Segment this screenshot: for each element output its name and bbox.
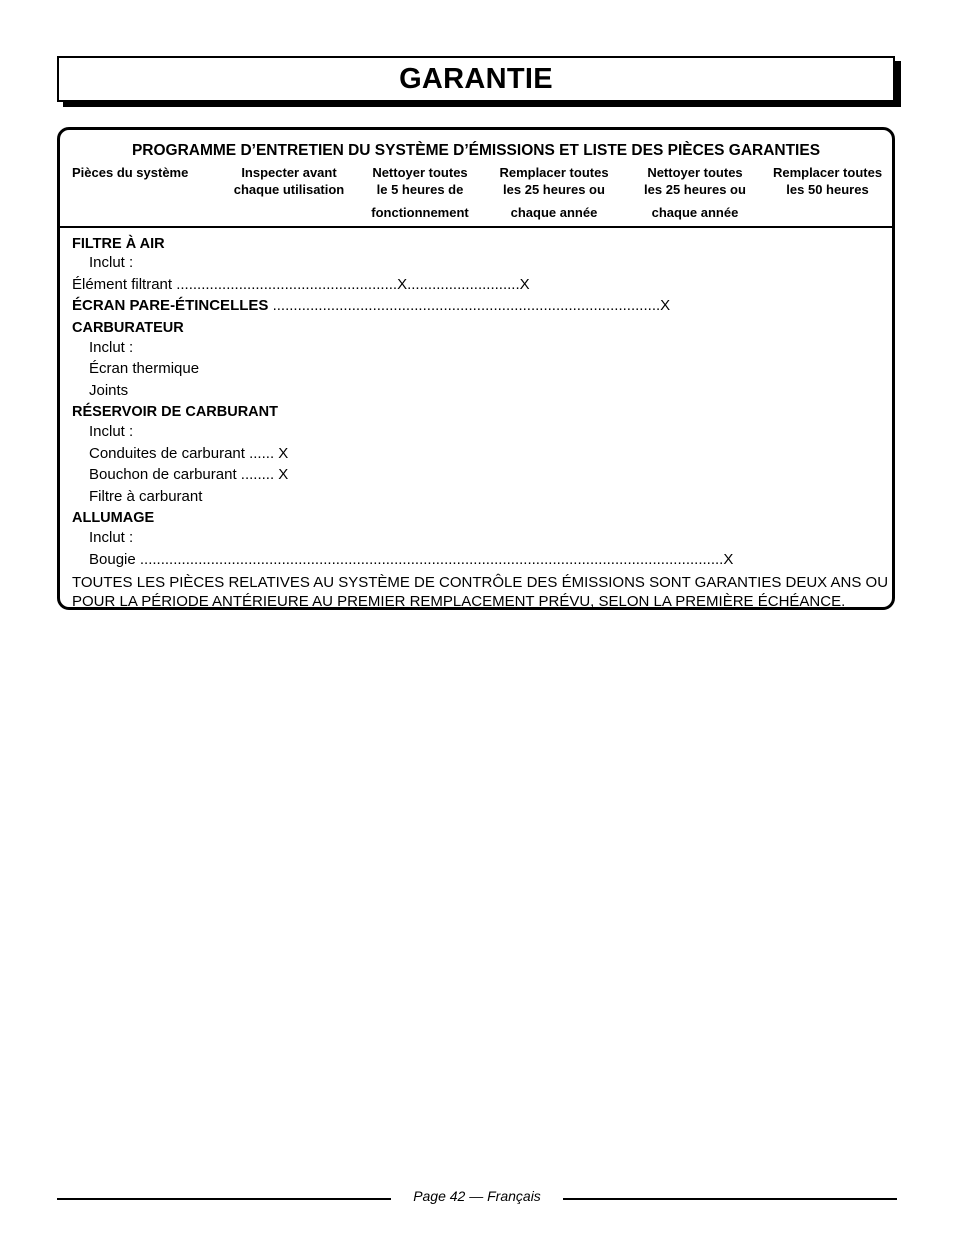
column-header-inspect: Inspecter avant chaque utilisation — [233, 165, 345, 197]
section-air-filter: FILTRE À AIR — [72, 236, 165, 252]
section-fuel-tank: RÉSERVOIR DE CARBURANT — [72, 404, 278, 420]
section-carburetor: CARBURATEUR — [72, 320, 184, 336]
footer-rule-right — [563, 1198, 897, 1200]
list-item: Filtre à carburant — [89, 488, 203, 505]
header-divider — [60, 226, 892, 228]
list-item: Inclut : — [89, 423, 134, 440]
list-item: Bougie ............................................................................................................................................X — [89, 551, 734, 568]
column-header-replace-25h: Remplacer toutes les 25 heures ou chaque année — [499, 165, 609, 220]
list-item: Conduites de carburant ...... X — [89, 445, 289, 462]
list-item: Inclut : — [89, 254, 134, 271]
page-title: GARANTIE — [399, 62, 553, 95]
column-header-clean-25h: Nettoyer toutes les 25 heures ou chaque année — [644, 165, 746, 220]
table-heading: PROGRAMME D’ENTRETIEN DU SYSTÈME D’ÉMISSIONS ET LISTE DES PIÈCES GARANTIES — [131, 142, 821, 159]
list-item: Bouchon de carburant ........ X — [89, 466, 289, 483]
list-item: Élément filtrant .....................................................X...........................X — [72, 276, 530, 293]
page-number: Page 42 — Français — [413, 1188, 541, 1204]
title-banner — [57, 56, 895, 102]
warranty-note: TOUTES LES PIÈCES RELATIVES AU SYSTÈME DE CONTRÔLE DES ÉMISSIONS SONT GARANTIES DEUX ANS OU POUR LA PÉRIODE ANTÉRIEURE AU PREMIER REMPLACEMENT PRÉVU, SELON LA PREMIÈRE ÉCHÉANCE. — [72, 574, 889, 610]
list-item: ÉCRAN PARE-ÉTINCELLES .............................................................................................X — [72, 297, 671, 314]
column-header-clean-5h: Nettoyer toutes le 5 heures de fonctionnement — [371, 165, 469, 220]
list-item: Inclut : — [89, 529, 134, 546]
section-ignition: ALLUMAGE — [72, 510, 155, 526]
list-item: Joints — [89, 382, 129, 399]
column-header-parts: Pièces du système — [72, 165, 189, 180]
column-header-replace-50h: Remplacer toutes les 50 heures — [772, 165, 883, 197]
list-item: Écran thermique — [89, 360, 200, 377]
section-spark-screen: ÉCRAN PARE-ÉTINCELLES — [72, 297, 269, 314]
list-item: Inclut : — [89, 339, 134, 356]
warranty-table — [57, 127, 895, 610]
footer-rule-left — [57, 1198, 391, 1200]
